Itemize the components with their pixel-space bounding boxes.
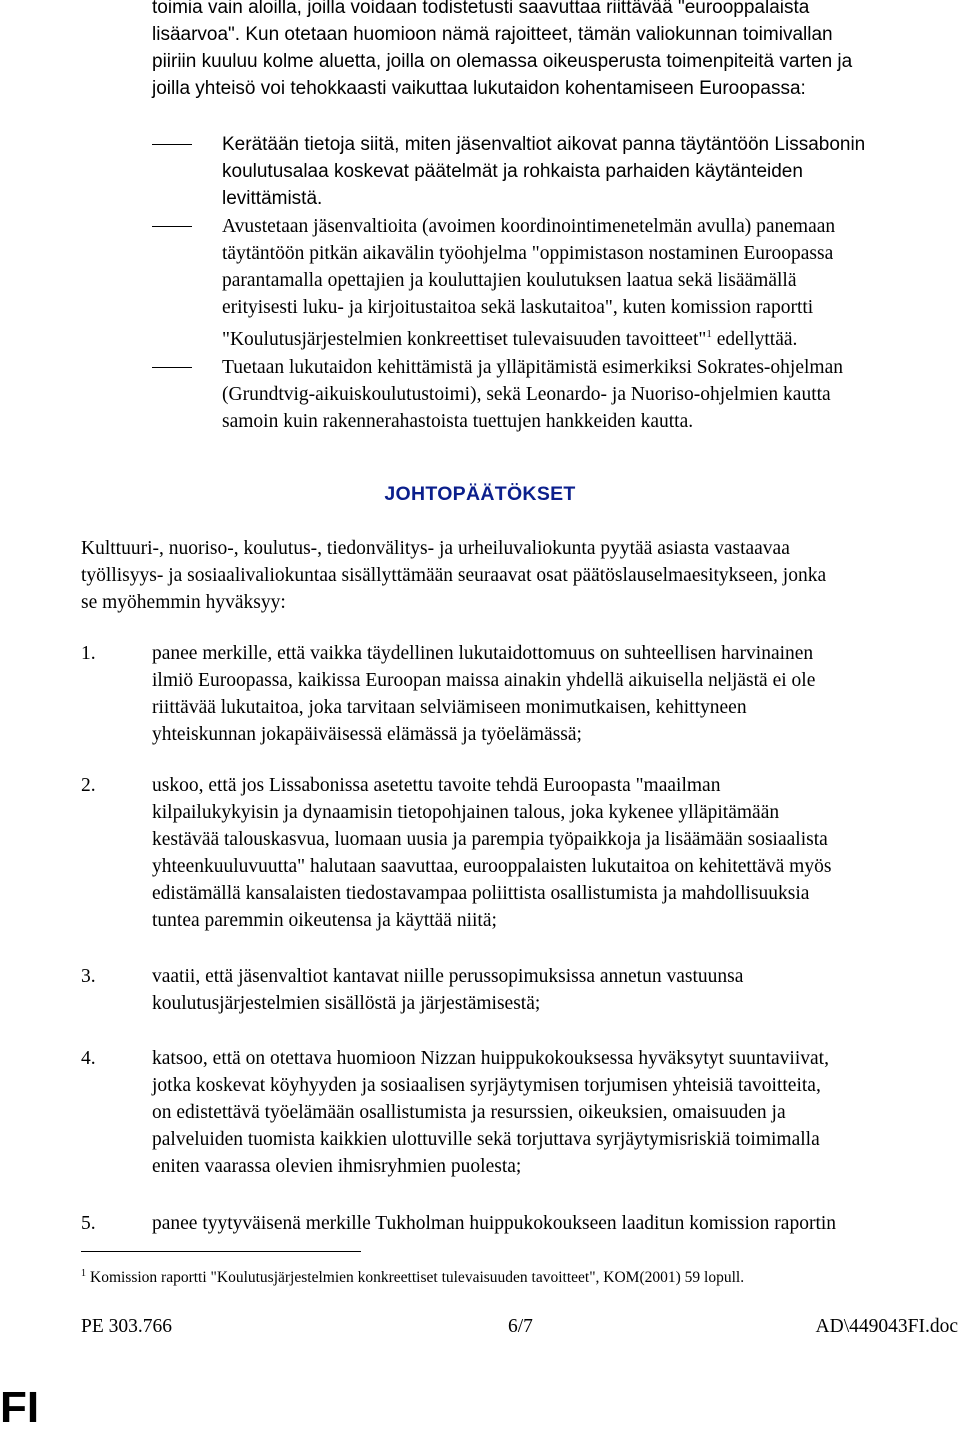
footnote-text: Komission raportti "Koulutusjärjestelmien konkreettiset tulevaisuuden tavoitteet", KOM(2001) 59 lopull. xyxy=(90,1269,745,1286)
dash-item-text: Avustetaan jäsenvaltioita (avoimen koordinointimenetelmän avulla) panemaan täytäntöön pitkän aikavälin työohjelma "oppimistason nostaminen Euroopassa parantamalla opettajien ja kouluttajien koulutuksen laatua sekä lisäämällä erityisesti luku- ja kirjoitustaitoa sekä laskutaitoa", kuten komission raportti "Koulutusjärjestelmien konkreettiset tulevaisuuden tavoitteet"$^1$ edellyttää. xyxy=(222,216,836,350)
intro-line: joilla yhteisö voi tehokkaasti vaikuttaa lukutaidon kohentamiseen Euroopassa: xyxy=(152,78,806,99)
dash-item-text: Kerätään tietoja siitä, miten jäsenvaltiot aikovat panna täytäntöön Lissabonin koulutusalaa koskevat päätelmät ja rohkaista parhaiden käytänteiden levittämistä. xyxy=(222,134,866,209)
item-number: 2. xyxy=(81,775,96,796)
footnote-number: 1 xyxy=(81,1268,86,1279)
item-text: katsoo, että on otettava huomioon Nizzan huippukokouksessa hyväksytyt suuntaviivat, jotka koskevat köyhyyden ja sosiaalisen syrjäytymisen torjumisen yhteisiä tavoitteita, on edistettävä työelämään osallistumista ja resurssien, oikeuksien, omaisuuden ja palveluiden tuomista kaikkien ulottuville sekä torjuttava syrjäytymisriskiä toimimalla eniten vaarassa olevien ihmisryhmien puolesta; xyxy=(152,1048,829,1177)
item-text: vaatii, että jäsenvaltiot kantavat niille perussopimuksissa annetun vastuunsa koulutusjärjestelmien sisällöstä ja järjestämisestä; xyxy=(152,966,744,1014)
footer-page-number: 6/7 xyxy=(508,1316,533,1337)
item-number: 5. xyxy=(81,1213,96,1234)
footnote-ref[interactable]: 1 xyxy=(706,328,712,340)
intro-line: piiriin kuuluu kolme aluetta, joilla on olemassa oikeusperusta toimenpiteitä varten ja xyxy=(152,51,853,72)
dash-bullet xyxy=(152,367,192,368)
intro-line: lisäarvoa". Kun otetaan huomioon nämä rajoitteet, tämän valiokunnan toimivallan xyxy=(152,24,833,45)
dash-bullet xyxy=(152,226,192,227)
footnote-separator xyxy=(81,1251,361,1252)
intro-line: toimia vain aloilla, joilla voidaan todistetusti saavuttaa riittävää "eurooppalaista xyxy=(152,0,810,18)
dash-bullet xyxy=(152,144,192,145)
dash-item-text: Tuetaan lukutaidon kehittämistä ja ylläpitämistä esimerkiksi Sokrates-ohjelman (Grundtvig-aikuiskoulutustoimi), sekä Leonardo- ja Nuoriso-ohjelmien kautta samoin kuin rakennerahastoista tuettujen hankkeiden kautta. xyxy=(222,357,843,432)
section-heading: JOHTOPÄÄTÖKSET xyxy=(384,483,576,505)
conclusion-intro: Kulttuuri-, nuoriso-, koulutus-, tiedonvälitys- ja urheiluvaliokunta pyytää asiasta vastaavaa työllisyys- ja sosiaalivaliokuntaa sisällyttämään seuraavat osat päätöslauselmaesitykseen, jonka se myöhemmin hyväksyy: xyxy=(81,538,827,613)
intro-paragraph xyxy=(152,0,942,102)
footer-doc-id: AD\449043FI.doc xyxy=(815,1316,958,1337)
item-number: 1. xyxy=(81,643,96,664)
item-text: panee merkille, että vaikka täydellinen lukutaidottomuus on suhteellisen harvinainen ilmiö Euroopassa, kaikissa Euroopan maissa ainakin yhdellä aikuisella neljästä ei ole riittävää lukutaitoa, joka tarvitaan selviämiseen monimutkaisen, kehittyneen yhteiskunnan jokapäiväisessä elämässä ja työelämässä; xyxy=(152,643,816,745)
language-code: FI xyxy=(0,1383,40,1432)
item-text: uskoo, että jos Lissabonissa asetettu tavoite tehdä Euroopasta "maailman kilpailukykyisin ja dynaamisin tietopohjainen talous, joka kykenee ylläpitämään kestävää talouskasvua, luomaan uusia ja parempia työpaikkoja ja lisäämään sosiaalista yhteenkuuluvuutta" halutaan saavuttaa, eurooppalaisten lukutaitoa on kehitettävä myös edistämällä kansalaisten tiedostavampaa poliittista osallistumista ja mahdollisuuksia tuntea paremmin oikeutensa ja käyttää niitä; xyxy=(152,775,832,931)
item-number: 3. xyxy=(81,966,96,987)
item-number: 4. xyxy=(81,1048,96,1069)
footnote xyxy=(81,1264,744,1288)
item-text: panee tyytyväisenä merkille Tukholman huippukokoukseen laaditun komission raportin xyxy=(152,1213,837,1234)
footer-reference: PE 303.766 xyxy=(81,1316,173,1337)
